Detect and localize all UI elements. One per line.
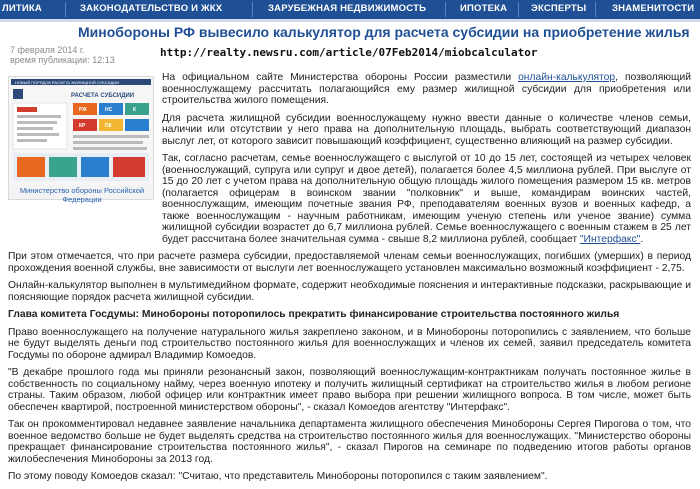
publication-time: время публикации: 12:13	[10, 55, 115, 65]
nav-item-legislation[interactable]: ЗАКОНОДАТЕЛЬСТВО И ЖКХ	[80, 3, 223, 14]
infographic-panel-title: РАСЧЕТА СУБСИДИИ	[71, 93, 135, 99]
nav-separator	[445, 2, 446, 17]
nav-item-celebrities[interactable]: ЗНАМЕНИТОСТИ	[612, 3, 695, 14]
paragraph: Онлайн-калькулятор выполнен в мультимедийном формате, содержит необходимые пояснения и интерактивные подсказки, раскрывающие и поясняющие порядок расчета жилищной субсидии.	[8, 280, 691, 303]
top-navigation-bar	[0, 0, 700, 19]
source-url: http://realty.newsru.com/article/07Feb2014/miobcalculator	[160, 46, 538, 59]
nav-item-experts[interactable]: ЭКСПЕРТЫ	[531, 3, 587, 14]
paragraph: Так он прокомментировал недавнее заявление начальника департамента жилищного обеспечения Минобороны Сергея Пирогова о том, что военное ведомство больше не будет выделять средства на строительство постоянного жилья для военнослужащих. "Министерство обороны прекращает финансирование строительства постоянного жилья", - сказал Пирогов на семинаре по подведению итогов работы органов жилобеспечения Минобороны за 2013 год.	[8, 419, 691, 465]
interfax-link[interactable]: "Интерфакс"	[579, 233, 641, 245]
nav-separator	[65, 2, 66, 17]
paragraph: "В декабре прошлого года мы приняли резонансный закон, позволяющий военнослужащим-контрактникам получать постоянное жилье в собственность по социальному найму, через военную ипотеку и получить жилищный сертификат на строительство жилья в любом регионе страны. Таким образом, любой офицер или контрактник имеет право выбора при решении жилищного вопроса. В том числе, может быть обеспечен квартирой, построенной министерством обороны", - сказал Комоедов агентству "Интерфакс".	[8, 367, 691, 413]
image-caption: Министерство обороны Российской Федерации	[19, 186, 145, 204]
nav-item-foreign-realty[interactable]: ЗАРУБЕЖНАЯ НЕДВИЖИМОСТЬ	[268, 3, 427, 14]
paragraph: Право военнослужащего на получение натурального жилья закреплено законом, и в Минобороны поторопились с заявлением, что больше не будут выделять деньги под строительство постоянного жилья для военнослужащих и членов их семей, заявил председатель комитета Госдумы по обороне адмирал Владимир Комоедов.	[8, 326, 691, 361]
svg-text:НС: НС	[105, 107, 113, 113]
paragraph: При этом отмечается, что при расчете размера субсидии, предоставляемой членам семьи военнослужащих, погибших (умерших) в период прохождения военной службы, вне зависимости от выслуги лет военнослужащего установлен максимально возможный коэффициент - 2,75.	[8, 251, 691, 274]
paragraph: Так, согласно расчетам, семье военнослужащего с выслугой от 10 до 15 лет, состоящей из четырех человек (военнослужащий, супруга или супруг и двое детей), полагается более 4,5 миллиона рублей. При выслуге от 15 до 20 лет с учетом права на дополнительную общую площадь жилого помещения размером 15 кв. метров (полагается офицерам в воинском звании "полковник" и выше, командирам воинских частей, военнослужащим, имеющим почетные звания РФ, преподавателям военных вузов и военных кафедр, а также военнослужащим - научным работникам, имеющим ученую степень или ученое звание) сумма жилищной субсидии возрастет до 6,7 миллиона рублей. Семье военнослужащего с военным стажем в 25 лет будет рассчитана более значительная сумма - свыше 8,2 миллиона рублей, сообщает "Интерфакс".	[162, 153, 691, 245]
article-body	[8, 72, 691, 489]
paragraph: На официальном сайте Министерства обороны России разместили онлайн-калькулятор, позволяющий военнослужащему рассчитать полагающийся ему размер жилищной субсидии для приобретения или строительства жилого помещения.	[162, 72, 691, 106]
article-title: Минобороны РФ вывесило калькулятор для расчета субсидии на приобретение жилья	[78, 24, 690, 40]
image-float-spacer	[8, 72, 158, 234]
section-subheading: Глава комитета Госдумы: Минобороны поторопилось прекратить финансирование строительства постоянного жилья	[8, 309, 620, 320]
nav-item-mortgage[interactable]: ИПОТЕКА	[460, 3, 508, 14]
svg-text:КР: КР	[79, 123, 86, 129]
nav-separator	[595, 2, 596, 17]
svg-text:ПК: ПК	[105, 123, 112, 129]
infographic-header-text: НОВЫЙ ПОРЯДОК РАСЧЕТА ЖИЛИЩНОЙ СУБСИДИИ	[15, 80, 119, 85]
nav-item-politics[interactable]: ЛИТИКА	[2, 3, 42, 14]
paragraph: Для расчета жилищной субсидии военнослужащему нужно ввести данные о количестве членов семьи, наличии или отсутствии у него права на дополнительную площадь, выбрать соответствующий диапазон выслуг лет, от которого зависит повышающий коэффициент, существенно влияющий на размер субсидии.	[162, 112, 691, 147]
nav-underline	[0, 19, 700, 22]
nav-separator	[518, 2, 519, 17]
svg-text:К: К	[133, 107, 137, 113]
publication-date	[10, 45, 115, 65]
svg-text:РЖ: РЖ	[79, 107, 87, 113]
paragraph: По этому поводу Комоедов сказал: "Считаю, что представитель Минобороны поторопился с таким заявлением".	[8, 471, 548, 482]
calculator-link[interactable]: онлайн-калькулятор	[518, 72, 616, 83]
nav-separator	[252, 2, 253, 17]
publication-date-value: 7 февраля 2014 г.	[10, 45, 85, 55]
